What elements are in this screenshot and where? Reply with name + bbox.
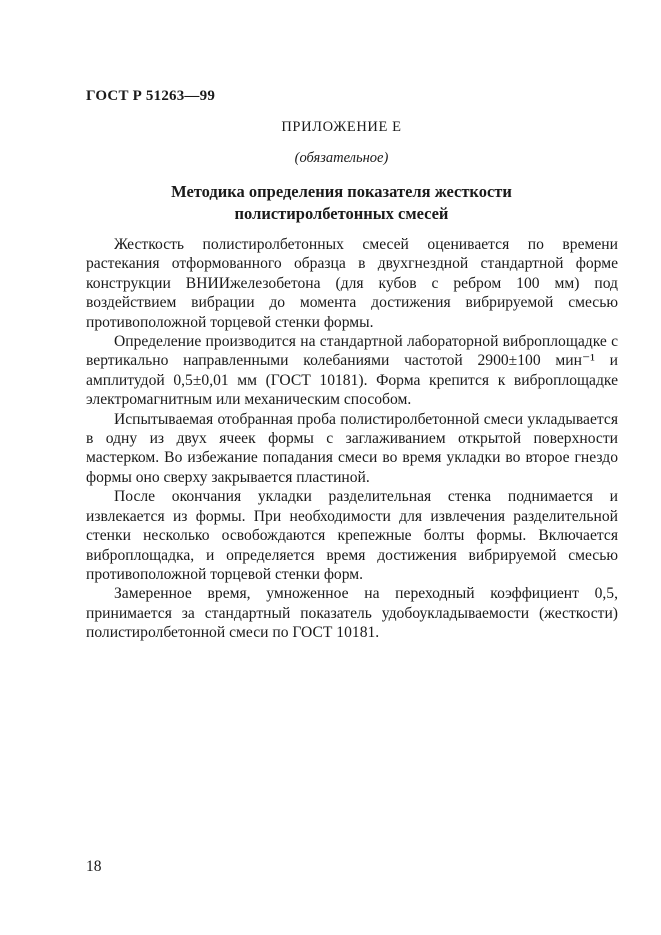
heading-line-1: Методика определения показателя жесткости: [171, 182, 512, 201]
heading-line-2: полистиролбетонных смесей: [234, 204, 449, 223]
appendix-status: (обязательное): [294, 150, 389, 166]
body-text: [86, 235, 618, 643]
page-number: 18: [86, 858, 102, 875]
section-heading: [0, 181, 661, 225]
paragraph-3: Испытываемая отобранная проба полистиролбетонной смеси укладывается в одну из двух ячеек формы с заглаживанием открытой поверхности мастерком. Во избежание попадания смеси во время укладки во второе гнездо формы оно сверху закрывается пластиной.: [86, 410, 618, 486]
paragraph-4: После окончания укладки разделительная стенка поднимается и извлекается из формы. При необходимости для извлечения разделительной стенки несколько освобождаются крепежные болты формы. Включается виброплощадка, и определяется время достижения вибрируемой смесью противоположной торцевой стенки форм.: [86, 488, 618, 583]
document-code: ГОСТ Р 51263—99: [86, 88, 216, 104]
paragraph-5: Замеренное время, умноженное на переходный коэффициент 0,5, принимается за стандартный показатель удобоукладываемости (жесткости) полистиролбетонной смеси по ГОСТ 10181.: [86, 585, 618, 642]
appendix-title: ПРИЛОЖЕНИЕ Е: [281, 119, 402, 135]
paragraph-1: Жесткость полистиролбетонных смесей оценивается по времени растекания отформованного образца в двухгнездной стандартной форме конструкции ВНИИжелезобетона (для кубов с ребром 100 мм) под воздействием вибрации до момента достижения вибрируемой смесью противоположной торцевой стенки формы.: [86, 236, 618, 331]
paragraph-2: Определение производится на стандартной лабораторной виброплощадке с вертикально направленными колебаниями частотой 2900±100 мин⁻¹ и амплитудой 0,5±0,01 мм (ГОСТ 10181). Форма крепится к виброплощадке электромагнитным или механическим способом.: [86, 333, 618, 409]
